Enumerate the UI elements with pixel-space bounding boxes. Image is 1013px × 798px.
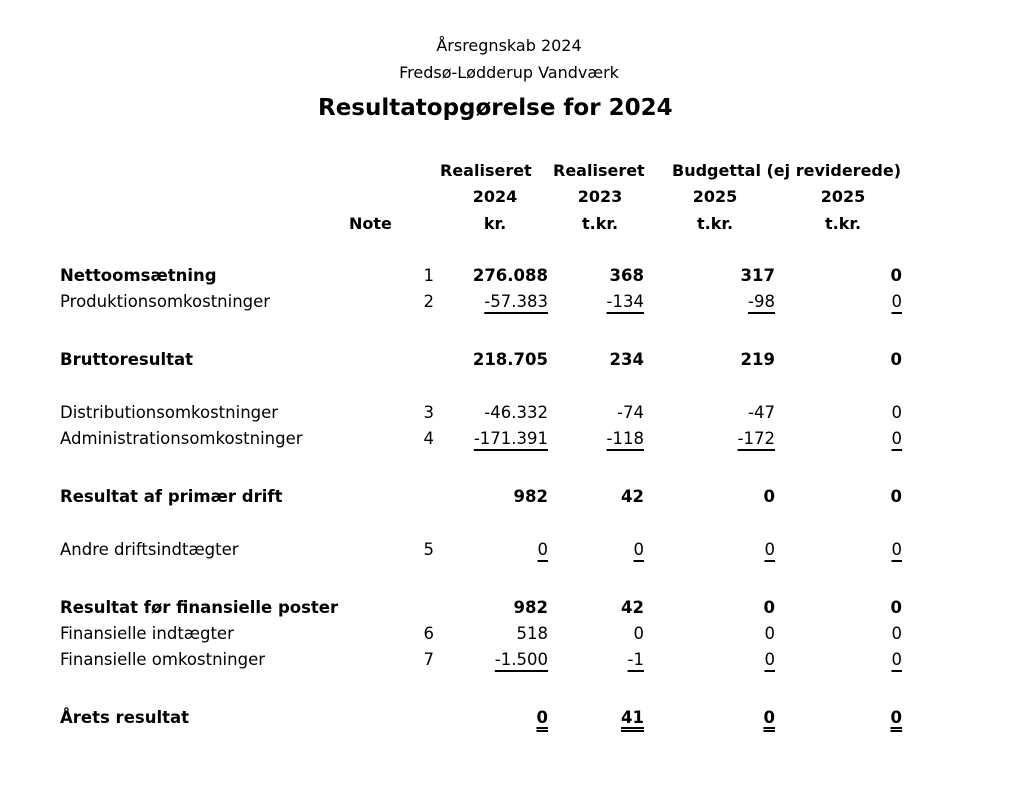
row-value-col1: 518	[516, 624, 548, 643]
organization-name: Fredsø-Lødderup Vandværk	[399, 63, 619, 82]
row-note: 2	[423, 292, 434, 311]
row-note: 5	[423, 540, 434, 559]
row-value-col1: -1.500	[494, 650, 548, 669]
row-value-col4: 0	[891, 624, 902, 643]
row-value-col3: 219	[740, 350, 775, 369]
row-value-col3: 0	[763, 598, 775, 617]
row-note: 6	[423, 624, 434, 643]
row-value-col3: 0	[763, 708, 775, 727]
statement-title: Resultatopgørelse for 2024	[318, 95, 673, 121]
row-label: Resultat af primær drift	[60, 487, 283, 506]
document-header-line1: Årsregnskab 2024	[436, 36, 582, 55]
row-value-col2: 234	[609, 350, 644, 369]
row-label: Administrationsomkostninger	[60, 429, 303, 448]
row-label: Produktionsomkostninger	[60, 292, 271, 311]
row-value-col2: -134	[606, 292, 644, 311]
row-value-col1: 276.088	[472, 266, 548, 285]
col1-header-line2: 2024	[472, 187, 518, 206]
note-column-header: Note	[349, 214, 392, 233]
row-value-col4: 0	[890, 266, 902, 285]
row-value-col1: 982	[513, 598, 548, 617]
row-value-col2: 42	[621, 598, 644, 617]
row-value-col2: 368	[609, 266, 644, 285]
row-value-col1: -171.391	[473, 429, 548, 448]
row-label: Finansielle indtægter	[60, 624, 234, 643]
row-label: Resultat før finansielle poster	[60, 598, 339, 617]
row-value-col3: 0	[764, 624, 775, 643]
col1-header-line3: kr.	[483, 214, 507, 233]
row-value-col4: 0	[891, 403, 902, 422]
row-label: Årets resultat	[60, 708, 190, 727]
row-value-col3: -172	[737, 429, 775, 448]
row-note: 4	[423, 429, 434, 448]
row-value-col3: -47	[748, 403, 775, 422]
row-value-col1: -57.383	[484, 292, 548, 311]
row-value-col2: -118	[606, 429, 644, 448]
row-value-col2: 0	[633, 540, 644, 559]
row-value-col4: 0	[891, 292, 902, 311]
row-label: Andre driftsindtægter	[60, 540, 239, 559]
row-label: Bruttoresultat	[60, 350, 194, 369]
budget-group-header: Budgettal (ej reviderede)	[672, 161, 902, 180]
row-note: 7	[423, 650, 434, 669]
row-value-col4: 0	[890, 487, 902, 506]
row-value-col2: -1	[627, 650, 644, 669]
row-label: Nettoomsætning	[60, 266, 217, 285]
col2-header-line2: 2023	[577, 187, 623, 206]
row-value-col4: 0	[890, 598, 902, 617]
row-value-col1: 218.705	[472, 350, 548, 369]
row-value-col4: 0	[891, 429, 902, 448]
row-value-col3: 0	[764, 540, 775, 559]
row-value-col4: 0	[890, 350, 902, 369]
row-note: 1	[423, 266, 434, 285]
row-value-col3: -98	[748, 292, 775, 311]
row-value-col3: 0	[764, 650, 775, 669]
row-value-col1: -46.332	[484, 403, 548, 422]
col1-header-line1: Realiseret	[440, 161, 532, 180]
row-value-col3: 317	[740, 266, 775, 285]
col3-header-line1: 2025	[692, 187, 738, 206]
row-label: Distributionsomkostninger	[60, 403, 279, 422]
row-value-col2: 41	[621, 708, 644, 727]
row-value-col1: 0	[537, 540, 548, 559]
row-value-col3: 0	[763, 487, 775, 506]
col2-header-line3: t.kr.	[581, 214, 619, 233]
row-label: Finansielle omkostninger	[60, 650, 266, 669]
col3-header-line2: t.kr.	[696, 214, 734, 233]
col4-header-line2: t.kr.	[824, 214, 862, 233]
col4-header-line1: 2025	[820, 187, 866, 206]
col2-header-line1: Realiseret	[553, 161, 645, 180]
row-value-col2: -74	[617, 403, 644, 422]
row-value-col4: 0	[891, 540, 902, 559]
row-value-col1: 982	[513, 487, 548, 506]
row-value-col4: 0	[891, 650, 902, 669]
row-note: 3	[423, 403, 434, 422]
row-value-col1: 0	[536, 708, 548, 727]
row-value-col4: 0	[890, 708, 902, 727]
row-value-col2: 0	[633, 624, 644, 643]
row-value-col2: 42	[621, 487, 644, 506]
